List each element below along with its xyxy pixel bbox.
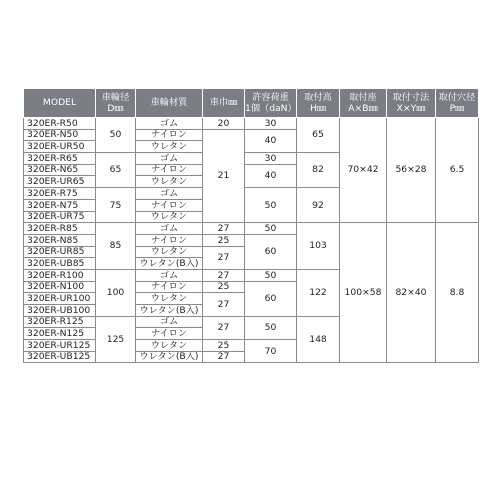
pitch-cell: 56×28 bbox=[387, 118, 436, 223]
load-cell: 50 bbox=[245, 316, 297, 339]
col-header-plate bbox=[340, 89, 387, 118]
load-cell: 30 bbox=[245, 118, 297, 130]
load-cell: 60 bbox=[245, 234, 297, 269]
width-cell: 25 bbox=[203, 281, 245, 293]
col-header-width: 車巾㎜ bbox=[203, 89, 245, 118]
col-header-load-line2: 1個（daN） bbox=[245, 103, 297, 114]
col-header-height-line2: H㎜ bbox=[309, 103, 327, 114]
width-cell: 27 bbox=[203, 316, 245, 339]
model-cell: 320ER-N100 bbox=[24, 281, 96, 293]
col-header-pitch bbox=[387, 89, 436, 118]
width-cell: 25 bbox=[203, 340, 245, 352]
material-cell: ウレタン(B入) bbox=[136, 351, 203, 363]
model-cell: 320ER-N125 bbox=[24, 328, 96, 340]
wheel-dia-cell: 125 bbox=[96, 316, 136, 363]
header-row bbox=[24, 89, 479, 118]
material-cell: ゴム bbox=[136, 269, 203, 281]
material-cell: ウレタン bbox=[136, 211, 203, 223]
col-header-wheel-dia-line1: 車輪径 bbox=[101, 91, 130, 103]
width-cell: 25 bbox=[203, 234, 245, 246]
col-header-wheel-dia-line2: D㎜ bbox=[107, 103, 124, 114]
wheel-dia-cell: 85 bbox=[96, 223, 136, 270]
col-header-hole bbox=[436, 89, 479, 118]
height-cell: 148 bbox=[297, 316, 340, 363]
spec-table bbox=[23, 88, 479, 363]
material-cell: ナイロン bbox=[136, 281, 203, 293]
col-header-plate-line1: 取付座 bbox=[349, 91, 377, 103]
load-cell: 50 bbox=[245, 223, 297, 235]
material-cell: ゴム bbox=[136, 223, 203, 235]
material-cell: ウレタン bbox=[136, 246, 203, 258]
col-header-plate-line2: A×B㎜ bbox=[348, 103, 378, 114]
material-cell: ウレタン bbox=[136, 340, 203, 352]
model-cell: 320ER-R125 bbox=[24, 316, 96, 328]
model-cell: 320ER-UB125 bbox=[24, 351, 96, 363]
model-cell: 320ER-UB100 bbox=[24, 305, 96, 317]
material-cell: ウレタン bbox=[136, 293, 203, 305]
material-cell: ウレタン bbox=[136, 176, 203, 188]
col-header-height bbox=[297, 89, 340, 118]
wheel-dia-cell: 65 bbox=[96, 153, 136, 188]
material-cell: ナイロン bbox=[136, 129, 203, 141]
model-cell: 320ER-UB85 bbox=[24, 258, 96, 270]
material-cell: ナイロン bbox=[136, 328, 203, 340]
load-cell: 50 bbox=[245, 188, 297, 223]
material-cell: ウレタン bbox=[136, 141, 203, 153]
col-header-height-line1: 取付高 bbox=[304, 91, 332, 103]
height-cell: 82 bbox=[297, 153, 340, 188]
material-cell: ナイロン bbox=[136, 164, 203, 176]
width-cell: 27 bbox=[203, 269, 245, 281]
material-cell: ゴム bbox=[136, 153, 203, 165]
col-header-load-line1: 許容荷重 bbox=[252, 91, 289, 103]
width-cell: 21 bbox=[203, 129, 245, 223]
load-cell: 40 bbox=[245, 129, 297, 152]
width-cell: 27 bbox=[203, 293, 245, 316]
col-header-material: 車輪材質 bbox=[136, 89, 203, 118]
width-cell: 27 bbox=[203, 351, 245, 363]
height-cell: 122 bbox=[297, 269, 340, 316]
material-cell: ゴム bbox=[136, 118, 203, 130]
load-cell: 70 bbox=[245, 340, 297, 363]
model-cell: 320ER-R75 bbox=[24, 188, 96, 200]
material-cell: ウレタン(B入) bbox=[136, 305, 203, 317]
table-row bbox=[24, 223, 479, 235]
load-cell: 30 bbox=[245, 153, 297, 165]
plate-cell: 100×58 bbox=[340, 223, 387, 363]
plate-cell: 70×42 bbox=[340, 118, 387, 223]
table-row bbox=[24, 118, 479, 130]
material-cell: ウレタン(B入) bbox=[136, 258, 203, 270]
material-cell: ナイロン bbox=[136, 234, 203, 246]
col-header-wheel-dia bbox=[96, 89, 136, 118]
model-cell: 320ER-N65 bbox=[24, 164, 96, 176]
wheel-dia-cell: 100 bbox=[96, 269, 136, 316]
height-cell: 92 bbox=[297, 188, 340, 223]
height-cell: 65 bbox=[297, 118, 340, 153]
hole-cell: 8.8 bbox=[436, 223, 479, 363]
material-cell: ゴム bbox=[136, 316, 203, 328]
model-cell: 320ER-R100 bbox=[24, 269, 96, 281]
col-header-model: MODEL bbox=[24, 89, 96, 118]
width-cell: 27 bbox=[203, 246, 245, 269]
width-cell: 27 bbox=[203, 223, 245, 235]
col-header-hole-line2: P㎜ bbox=[449, 103, 465, 114]
load-cell: 40 bbox=[245, 164, 297, 187]
height-cell: 103 bbox=[297, 223, 340, 270]
col-header-load bbox=[245, 89, 297, 118]
wheel-dia-cell: 50 bbox=[96, 118, 136, 153]
col-header-hole-line1: 取付穴径 bbox=[438, 91, 476, 103]
wheel-dia-cell: 75 bbox=[96, 188, 136, 223]
material-cell: ナイロン bbox=[136, 199, 203, 211]
col-header-pitch-line2: X×Y㎜ bbox=[396, 103, 426, 114]
model-cell: 320ER-N75 bbox=[24, 199, 96, 211]
model-cell: 320ER-UR125 bbox=[24, 340, 96, 352]
model-cell: 320ER-N85 bbox=[24, 234, 96, 246]
model-cell: 320ER-UR65 bbox=[24, 176, 96, 188]
width-cell: 20 bbox=[203, 118, 245, 130]
col-header-pitch-line1: 取付寸法 bbox=[392, 91, 430, 103]
model-cell: 320ER-UR85 bbox=[24, 246, 96, 258]
model-cell: 320ER-R85 bbox=[24, 223, 96, 235]
model-cell: 320ER-UR75 bbox=[24, 211, 96, 223]
pitch-cell: 82×40 bbox=[387, 223, 436, 363]
load-cell: 60 bbox=[245, 281, 297, 316]
model-cell: 320ER-R50 bbox=[24, 118, 96, 130]
hole-cell: 6.5 bbox=[436, 118, 479, 223]
model-cell: 320ER-R65 bbox=[24, 153, 96, 165]
model-cell: 320ER-UR50 bbox=[24, 141, 96, 153]
load-cell: 50 bbox=[245, 269, 297, 281]
model-cell: 320ER-UR100 bbox=[24, 293, 96, 305]
model-cell: 320ER-N50 bbox=[24, 129, 96, 141]
material-cell: ゴム bbox=[136, 188, 203, 200]
